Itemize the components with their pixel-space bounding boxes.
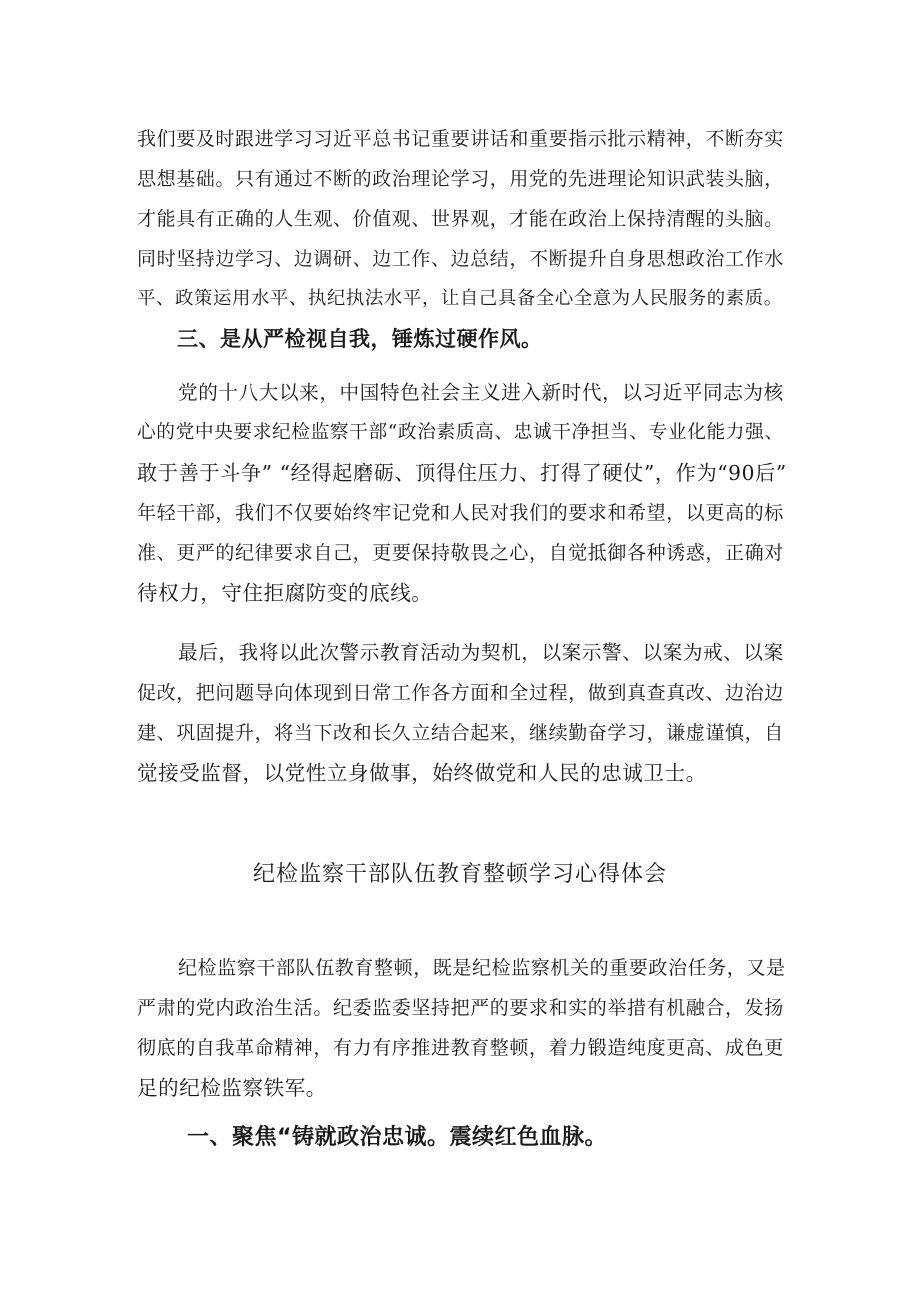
- paragraph-line: 敢于善于斗争” “经得起磨砺、顶得住压力、打得了硬仗”，作为“90后”: [137, 461, 787, 485]
- paragraph-line: 平、政策运用水平、执纪执法水平，让自己具备全心全意为人民服务的素质。: [137, 288, 783, 309]
- paragraph-line: 足的纪检监察铁军。: [137, 1076, 327, 1100]
- article-title: 纪检监察干部队伍教育整顿学习心得体会: [252, 862, 667, 887]
- paragraph-line: 严肃的党内政治生活。纪委监委坚持把严的要求和实的举措有机融合，发扬: [137, 997, 784, 1019]
- paragraph-line: 促改，把问题导向体现到日常工作各方面和全过程，做到真查真改、边治边: [137, 682, 784, 704]
- paragraph-line: 最后，我将以此次警示教育活动为契机，以案示警、以案为戒、以案: [178, 641, 784, 664]
- section-heading: 三、是从严检视自我，锤炼过硬作风。: [177, 327, 543, 351]
- paragraph-line: 准、更严的纪律要求自己，更要保持敬畏之心，自觉抵御各种诱惑，正确对: [137, 542, 784, 564]
- paragraph-line: 才能具有正确的人生观、价值观、世界观，才能在政治上保持清醒的头脑。: [137, 208, 784, 230]
- paragraph-line: 年轻干部，我们不仅要始终牢记党和人民对我们的要求和希望，以更高的标: [137, 502, 784, 524]
- paragraph-line: 思想基础。只有通过不断的政治理论学习，用党的先进理论知识武装头脑，: [137, 168, 784, 190]
- paragraph-line: 同时坚持边学习、边调研、边工作、边总结，不断提升自身思想政治工作水: [137, 248, 784, 270]
- paragraph-line: 建、巩固提升，将当下改和长久立结合起来，继续勤奋学习，谦虚谨慎，自: [137, 722, 784, 744]
- paragraph-line: 心的党中央要求纪检监察干部“政治素质高、忠诚干净担当、专业化能力强、: [137, 422, 784, 443]
- paragraph-line: 彻底的自我革命精神，有力有序推进教育整顿，着力锻造纯度更高、成色更: [137, 1037, 784, 1059]
- section-heading: 一、聚焦“铸就政治忠诚。震续红色血脉。: [187, 1125, 607, 1150]
- paragraph-line: 纪检监察干部队伍教育整顿，既是纪检监察机关的重要政治任务，又是: [178, 957, 786, 979]
- paragraph-line: 我们要及时跟进学习习近平总书记重要讲话和重要指示批示精神，不断夯实: [137, 128, 784, 150]
- paragraph-line: 觉接受监督，以党性立身做事，始终做党和人民的忠诚卫士。: [137, 761, 707, 785]
- paragraph-line: 待权力，守住拒腐防变的底线。: [137, 581, 433, 605]
- paragraph-line: 党的十八大以来，中国特色社会主义进入新时代，以习近平同志为核: [178, 381, 784, 404]
